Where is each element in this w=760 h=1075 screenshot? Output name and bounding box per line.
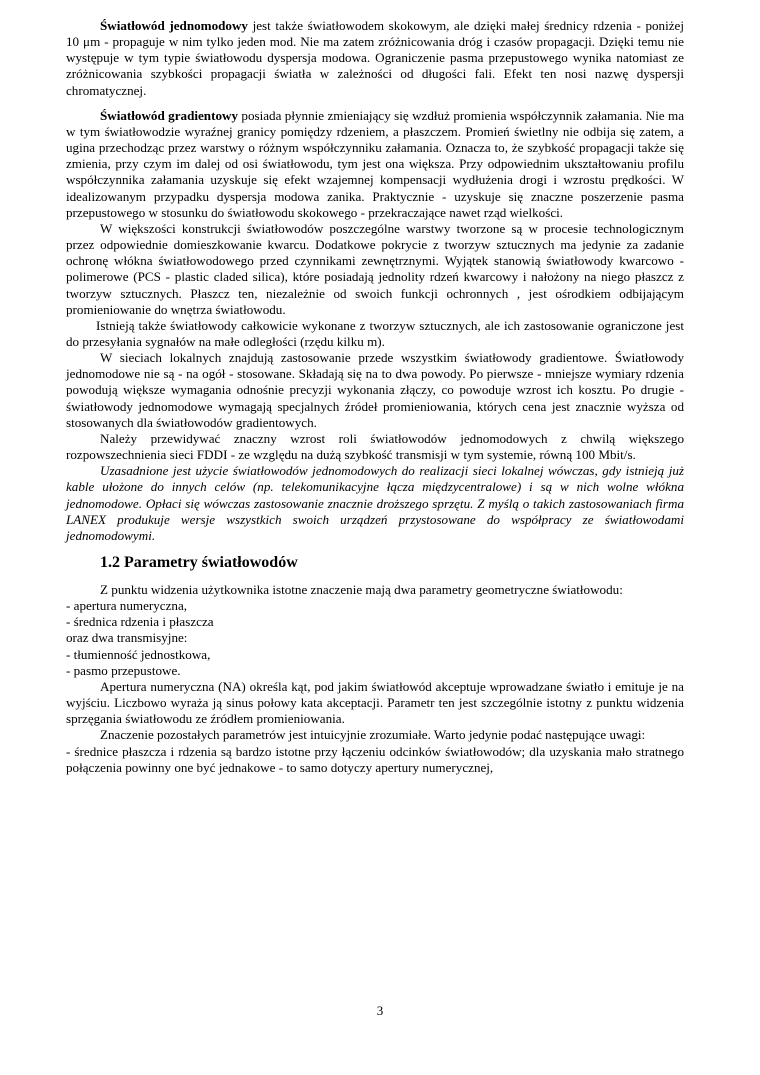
paragraph-graded-index-text: posiada płynnie zmieniający się wzdłuż promienia współczynnik załamania. Nie ma w tym światłowodzie wyraźnej granicy pomiędzy rdzeniem, a płaszczem. Promień świetlny nie odbija się zatem, a ugina przechodząc przez warstwy o różnym współczynniku załamania. Oznacza to, że szybkość propagacji także się zmienia, przy czym im dalej od osi światłowodu, tym jest ona większa. Przy odpowiednim ukształtowaniu profilu współczynnika załamania uzyskuje się efekt wzajemnej kompensacji wydłużenia drogi i wzrostu prędkości. W idealizowanym przypadku dyspersja modowa zanika. Praktycznie - uzyskuje się znaczne poszerzenie pasma przepustowego w stosunku do światłowodu skokowego - przekraczające nawet rząd wielkości. bbox=[66, 107, 685, 220]
term-graded-index: Światłowód gradientowy bbox=[100, 107, 238, 123]
paragraph-other-parameters: Znaczenie pozostałych parametrów jest intuicyjnie zrozumiałe. Warto jedynie podać następujące uwagi: bbox=[100, 727, 646, 743]
term-single-mode: Światłowód jednomodowy bbox=[100, 18, 248, 33]
paragraph-single-mode-text: jest także światłowodem skokowym, ale dzięki małej średnicy rdzenia - poniżej 10 μm - propaguje w nim tylko jeden mod. Nie ma zatem zróżnicowania dróg i czasów propagacji. Dzięki temu nie występuje w tym typie światłowodu dyspersja modowa. Ograniczenie pasma przepustowego wynika natomiast ze zróżnicowania szybkości propagacji światła w zależności od długości fali. Efekt ten nosi nazwę dyspersji chromatycznej. bbox=[66, 18, 684, 98]
paragraph-fddi: Należy przewidywać znaczny wzrost roli światłowodów jednomodowych z chwilą większego rozpowszechnienia sieci FDDI - ze względu na dużą szybkość transmisji w tym systemie, równą 100 Mbit/s. bbox=[66, 430, 684, 463]
paragraph-graded-index bbox=[66, 108, 684, 221]
paragraph-diameters-note: - średnice płaszcza i rdzenia są bardzo istotne przy łączeniu odcinków światłowodów; dla uzyskania mało stratnego połączenia powinny one być jednakowe - to samo dotyczy apertury numerycznej, bbox=[66, 743, 684, 775]
paragraph-parameters-intro: Z punktu widzenia użytkownika istotne znaczenie mają dwa parametry geometryczne światłowodu: bbox=[100, 582, 623, 597]
paragraph-local-networks: W sieciach lokalnych znajdują zastosowanie przede wszystkim światłowody gradientowe. Światłowody jednomodowe nie są - na ogół - stosowane. Składają się na to dwa powody. Po pierwsze - mniejsze wymiary rdzenia powodują większe wymagania odnośnie precyzji wykonania złączy, co powoduje wzrost ich kosztu. Po drugie - światłowody jednomodowe wymagają specjalnych źródeł promieniowania, których cena jest znacznie wyższa od stosowanych dla światłowodów gradientowych. bbox=[66, 350, 684, 430]
list-item: - apertura numeryczna, bbox=[66, 598, 188, 614]
list-item: - średnica rdzenia i płaszcza bbox=[66, 614, 214, 630]
list-item: - tłumienność jednostkowa, bbox=[66, 646, 211, 662]
list-item: oraz dwa transmisyjne: bbox=[66, 630, 188, 646]
document-page bbox=[66, 18, 684, 776]
section-heading: 1.2 Parametry światłowodów bbox=[100, 554, 298, 571]
paragraph-plastic-fibers: Istnieją także światłowody całkowicie wykonane z tworzyw sztucznych, ale ich zastosowanie ograniczone jest do przesyłania sygnałów na małe odległości (rzędu kilku m). bbox=[66, 317, 684, 349]
paragraph-construction: W większości konstrukcji światłowodów poszczególne warstwy tworzone są w procesie technologicznym przez odpowiednie domieszkowanie kwarcu. Dodatkowe pokrycie z tworzyw sztucznych ma jedynie za zadanie ochronę włókna światłowodowego przed czynnikami zewnętrznymi. Wyjątek stanowią światłowody kwarcowo - polimerowe (PCS - plastic claded silica), które posiadają jednolity rdzeń kwarcowy i nałożony na niego płaszcz z tworzyw sztucznych. Płaszcz ten, niezależnie od swoich funkcji ochronnych , jest ośrodkiem odbijającym promieniowanie do wnętrza światłowodu. bbox=[66, 220, 684, 317]
list-item: - pasmo przepustowe. bbox=[66, 662, 181, 678]
paragraph-lanex-note: Uzasadnione jest użycie światłowodów jednomodowych do realizacji sieci lokalnej wówczas, gdy istnieją już kable ułożone do innych celów (np. telekomunikacyjne łącza międzycentralowe) i są w nich wolne włókna jednomodowe. Opłaci się wówczas zastosowanie znacznie droższego sprzętu. Z myślą o takich zastosowaniach firma LANEX produkuje wersje wszystkich swoich urządzeń przystosowane do współpracy ze światłowodami jednomodowymi. bbox=[66, 463, 684, 543]
paragraph-numerical-aperture: Apertura numeryczna (NA) określa kąt, pod jakim światłowód akceptuje wprowadzane światło i emituje je na wyjściu. Liczbowo wyraża ją sinus połowy kata akceptacji. Parametr ten jest szczególnie istotny z punktu widzenia sprzęgania światłowodu ze źródłem promieniowania. bbox=[66, 678, 684, 727]
paragraph-single-mode bbox=[66, 18, 684, 99]
page-number: 3 bbox=[376, 1003, 384, 1018]
